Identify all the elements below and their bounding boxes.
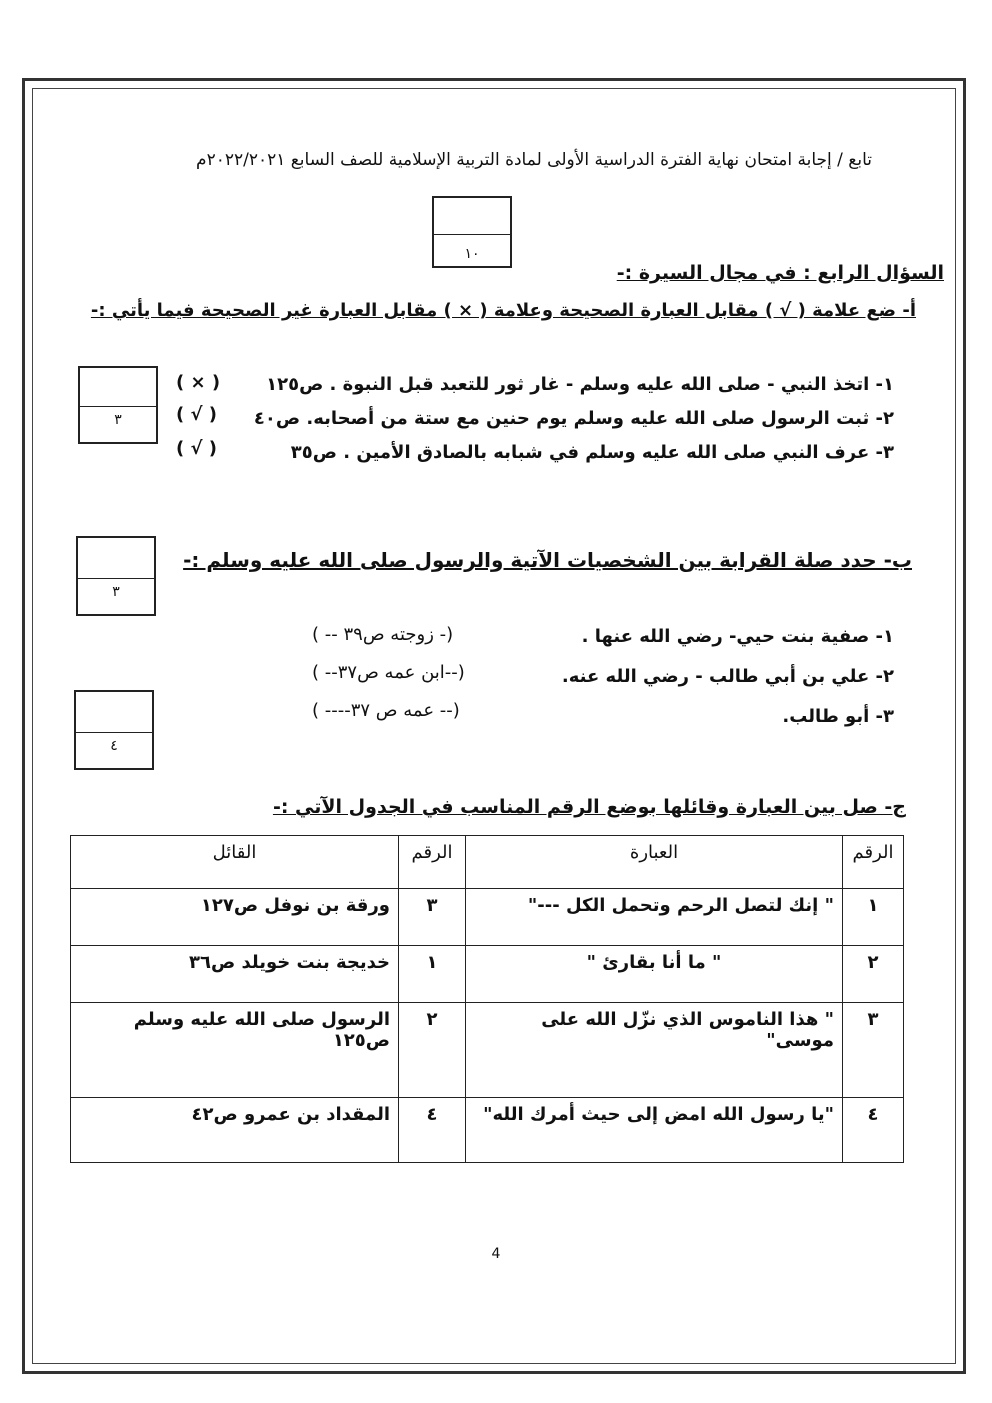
table-row (71, 946, 904, 1003)
row-number: ٣ (843, 1003, 904, 1098)
part-a-heading: أ- ضع علامة ( √ ) مقابل العبارة الصحيحة وعلامة ( × ) مقابل العبارة غير الصحيحة فيما يأتي :- (90, 300, 916, 321)
row-number: ٢ (843, 946, 904, 1003)
part-b-heading: ب- حدد صلة القرابة بين الشخصيات الآتية والرسول صلى الله عليه وسلم :- (183, 548, 912, 572)
row-phrase: " هذا الناموس الذي نزّل الله على موسى" (466, 1003, 843, 1098)
row-speaker: ورقة بن نوفل ص١٢٧ (71, 889, 399, 946)
row-answer: ٣ (399, 889, 466, 946)
col-header-speaker: القائل (71, 836, 399, 889)
table-row (71, 1003, 904, 1098)
matching-table (70, 835, 904, 1163)
col-header-number: الرقم (843, 836, 904, 889)
row-answer: ١ (399, 946, 466, 1003)
row-answer: ٤ (399, 1098, 466, 1163)
row-speaker: المقداد بن عمرو ص٤٢ (71, 1098, 399, 1163)
table-row (71, 1098, 904, 1163)
part-b-score-value: ٣ (112, 584, 120, 600)
row-phrase: " إنك لتصل الرحم وتحمل الكل ---" (466, 889, 843, 946)
part-b-item-3: ٣- أبو طالب. (782, 706, 894, 727)
col-header-answer: الرقم (399, 836, 466, 889)
row-answer: ٢ (399, 1003, 466, 1098)
question-title: السؤال الرابع : في مجال السيرة :- (616, 262, 944, 284)
part-a-item-2-mark: ( √ ) (176, 404, 217, 425)
total-score-value: ١٠ (464, 246, 480, 262)
page-title: تابع / إجابة امتحان نهاية الفترة الدراسية الأولى لمادة التربية الإسلامية للصف السابع ٢٠٢٢/٢٠٢١م (196, 150, 872, 170)
col-header-phrase: العبارة (466, 836, 843, 889)
part-c-score-box (74, 690, 154, 770)
row-phrase: "يا رسول الله امض إلى حيث أمرك الله" (466, 1098, 843, 1163)
part-a-item-1: ١- اتخذ النبي - صلى الله عليه وسلم - غار ثور للتعبد قبل النبوة . ص١٢٥ (266, 374, 894, 395)
page-number: 4 (491, 1246, 501, 1262)
table-row (71, 889, 904, 946)
part-a-item-3: ٣- عرف النبي صلى الله عليه وسلم في شبابه بالصادق الأمين . ص٣٥ (290, 442, 894, 463)
part-b-item-1-answer: (- زوجته ص٣٩ -- ) (312, 624, 454, 645)
part-b-item-1: ١- صفية بنت حيي- رضي الله عنها . (581, 626, 894, 647)
part-a-item-3-mark: ( √ ) (176, 438, 217, 459)
part-c-score-value: ٤ (110, 738, 118, 754)
row-speaker: الرسول صلى الله عليه وسلم ص١٢٥ (71, 1003, 399, 1098)
part-a-item-2: ٢- ثبت الرسول صلى الله عليه وسلم يوم حنين مع ستة من أصحابه. ص٤٠ (253, 408, 894, 429)
row-speaker: خديجة بنت خويلد ص٣٦ (71, 946, 399, 1003)
part-b-item-2: ٢- علي بن أبي طالب - رضي الله عنه. (561, 666, 894, 687)
part-a-score-box (78, 366, 158, 444)
part-b-item-2-answer: (--ابن عمه ص٣٧-- ) (312, 662, 465, 683)
total-score-box (432, 196, 512, 268)
row-phrase: " ما أنا بقارئ " (466, 946, 843, 1003)
row-number: ٤ (843, 1098, 904, 1163)
part-b-item-3-answer: (-- عمه ص ٣٧---- ) (312, 700, 460, 721)
row-number: ١ (843, 889, 904, 946)
part-b-score-box (76, 536, 156, 616)
part-a-score-value: ٣ (114, 412, 122, 428)
part-a-item-1-mark: ( × ) (176, 372, 221, 393)
part-c-heading: ج- صل بين العبارة وقائلها بوضع الرقم المناسب في الجدول الآتي :- (272, 796, 906, 818)
